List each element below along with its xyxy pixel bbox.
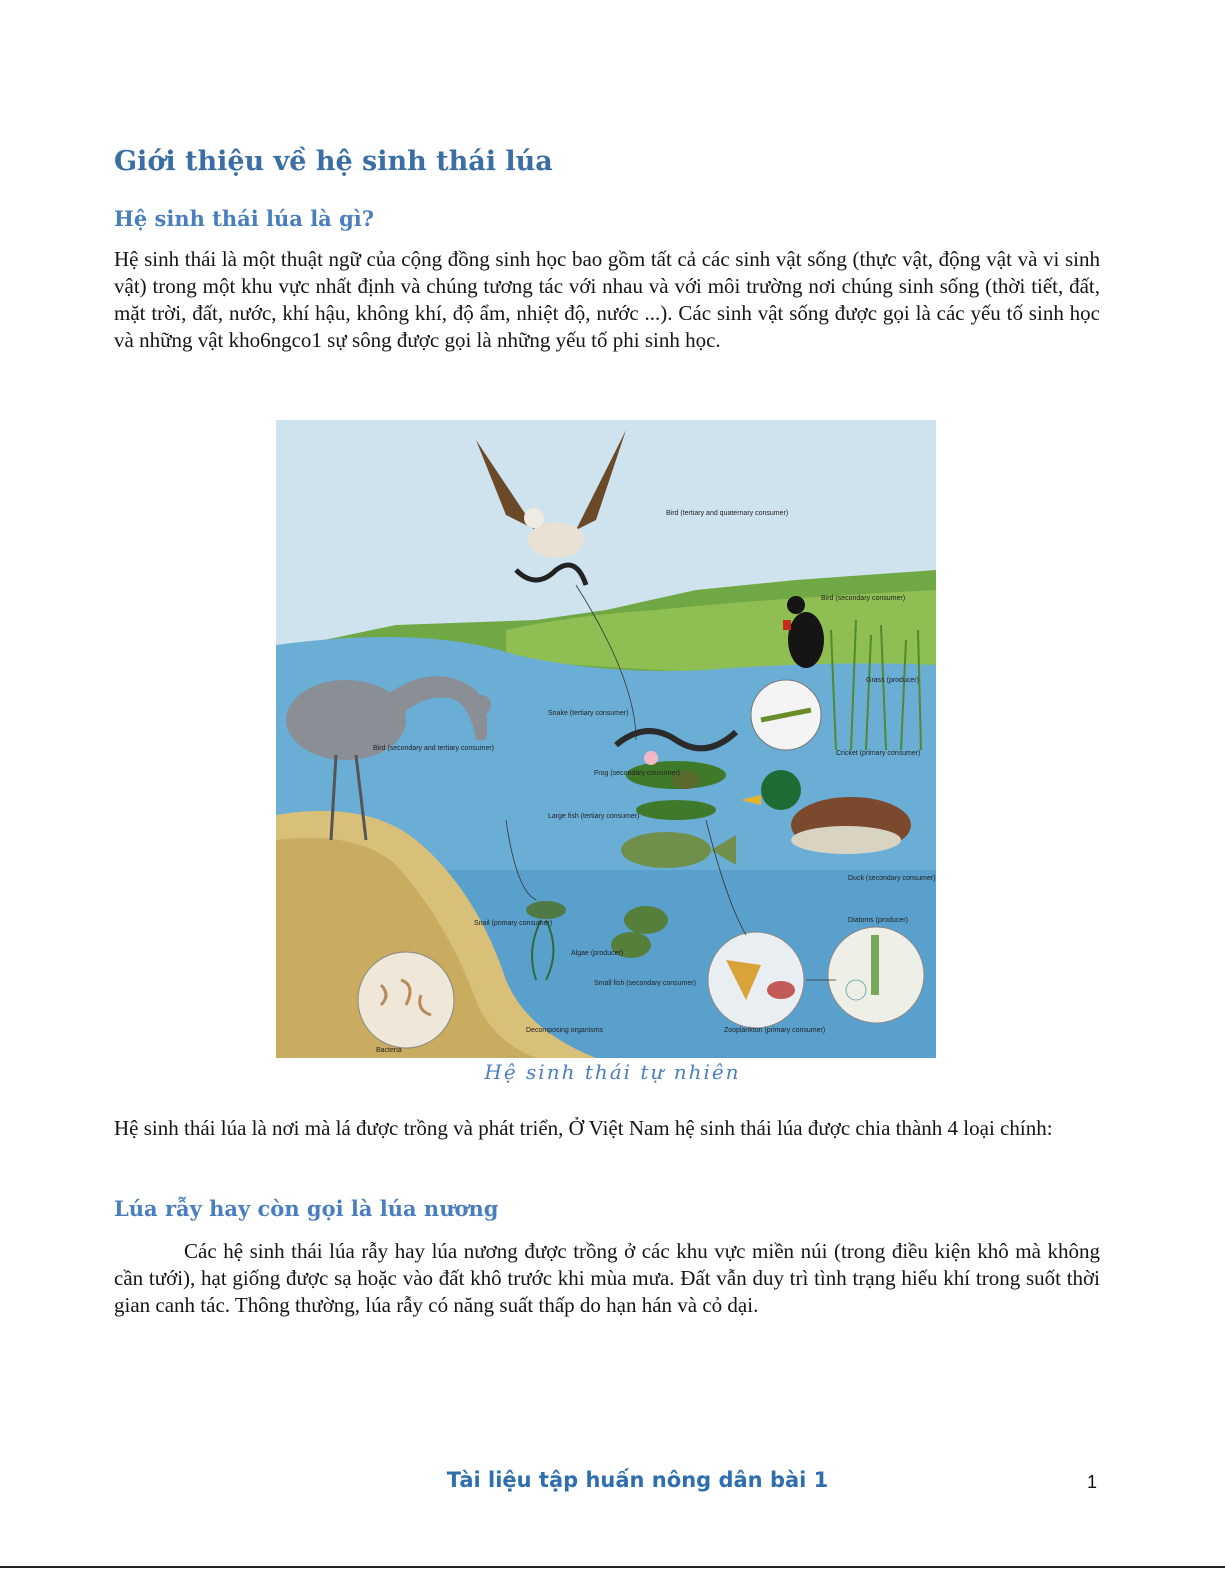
page-number: 1 (1087, 1472, 1098, 1492)
label-duck: Duck (secondary consumer) (848, 875, 936, 882)
label-small-fish: Small fish (secondary consumer) (594, 980, 696, 987)
section-heading-what-is: Hệ sinh thái lúa là gì? (114, 206, 375, 231)
paragraph-rice-ecosystem-intro: Hệ sinh thái lúa là nơi mà lá được trồng và phát triển, Ở Việt Nam hệ sinh thái lúa được chia thành 4 loại chính: (114, 1116, 1053, 1140)
label-bacteria: Bacteria (376, 1047, 402, 1054)
ecosystem-illustration (276, 420, 936, 1058)
label-diatoms: Diatoms (producer) (848, 917, 908, 924)
label-heron: Bird (secondary and tertiary consumer) (373, 745, 494, 752)
label-blackbird: Bird (secondary consumer) (821, 595, 906, 602)
label-algae: Algae (producer) (571, 950, 624, 957)
label-large-fish: Large fish (tertiary consumer) (548, 813, 640, 820)
label-frog: Frog (secondary consumer) (594, 770, 680, 777)
label-zooplankton: Zooplankton (primary consumer) (724, 1027, 826, 1034)
footer-title: Tài liệu tập huấn nông dân bài 1 (446, 1468, 829, 1492)
paragraph-upland-rice: Các hệ sinh thái lúa rẫy hay lúa nương được trồng ở các khu vực miền núi (trong điều kiện khô mà không cần tưới), hạt giống được sạ hoặc vào đất khô trước khi mùa mưa. Đất vẫn duy trì tình trạng hiếu khí trong suốt thời gian canh tác. Thông thường, lúa rẫy có năng suất thấp do hạn hán và cỏ dại. (114, 1239, 1100, 1317)
paragraph-ecosystem-definition: Hệ sinh thái là một thuật ngữ của cộng đồng sinh học bao gồm tất cả các sinh vật sống (thực vật, động vật và vi sinh vật) trong một khu vực nhất định và chúng tương tác với nhau và với môi trường nơi chúng sinh sống (thời tiết, đất, mặt trời, đất, nước, khí hậu, không khí, độ ẩm, nhiệt độ, nước ...). Các sinh vật sống được gọi là các yếu tố sinh học và những vật kho6ngco1 sự sông được gọi là những yếu tố phi sinh học. (114, 247, 1100, 352)
footer-divider (0, 1566, 1225, 1568)
label-osprey: Bird (tertiary and quaternary consumer) (666, 510, 789, 517)
figure-caption: Hệ sinh thái tự nhiên (484, 1060, 741, 1084)
label-cricket: Cricket (primary consumer) (836, 750, 921, 757)
label-grass: Grass (producer) (866, 677, 919, 684)
label-snake: Snake (tertiary consumer) (548, 710, 629, 717)
page-title: Giới thiệu về hệ sinh thái lúa (114, 146, 553, 177)
section-heading-upland-rice: Lúa rẫy hay còn gọi là lúa nương (114, 1196, 499, 1221)
label-snail: Snail (primary consumer) (474, 920, 553, 927)
label-decomposing: Decomposing organisms (526, 1027, 604, 1034)
